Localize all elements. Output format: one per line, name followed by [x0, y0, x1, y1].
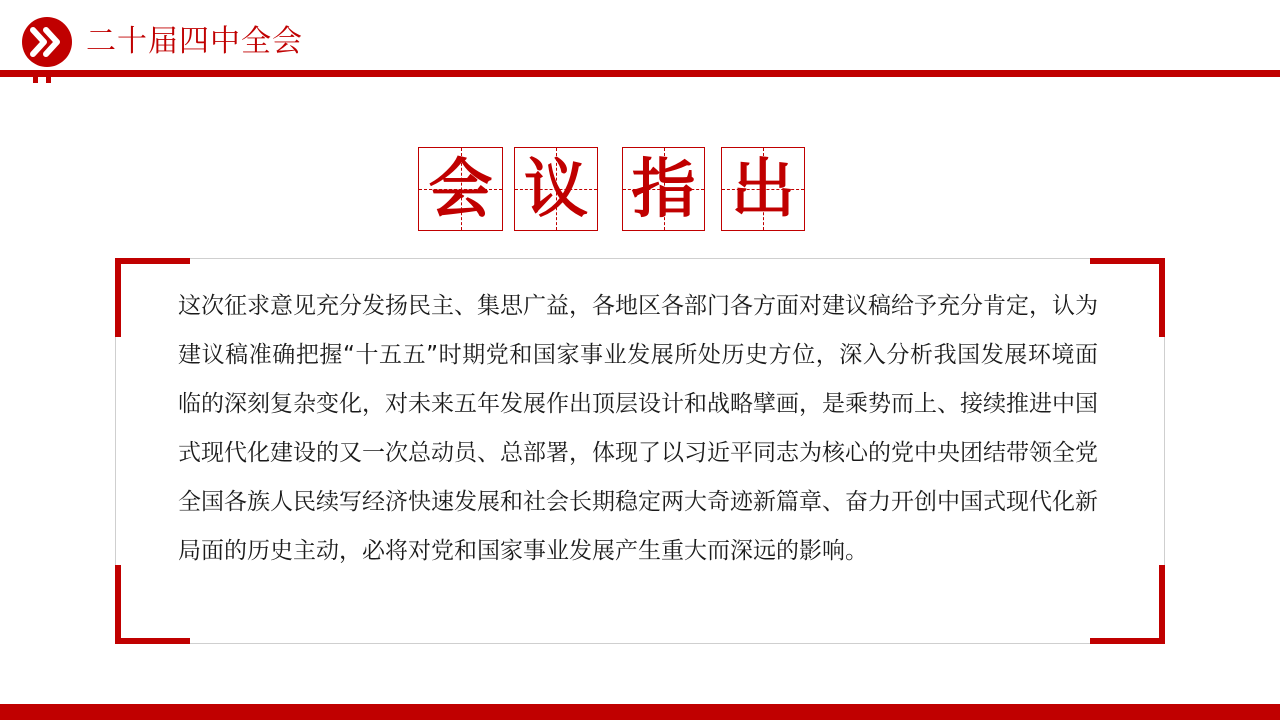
- logo-badge: [22, 17, 72, 67]
- heading-char: 指: [631, 153, 696, 227]
- corner-bracket: [115, 565, 121, 644]
- double-chevron-right-icon: [22, 17, 72, 67]
- corner-bracket: [115, 258, 121, 337]
- heading-char: 议: [524, 153, 588, 227]
- corner-bracket: [1159, 258, 1165, 337]
- heading-char-box: [418, 147, 503, 231]
- corner-bracket: [115, 258, 190, 264]
- corner-bracket: [115, 638, 190, 644]
- corner-bracket: [1090, 638, 1165, 644]
- heading-char-box: [721, 147, 805, 231]
- heading-char: 出: [731, 153, 795, 227]
- header-notch: [33, 77, 38, 83]
- heading-char-box: [622, 147, 705, 231]
- heading-char-box: [514, 147, 598, 231]
- header-notch: [46, 77, 51, 83]
- footer-bar: [0, 704, 1280, 720]
- corner-bracket: [1090, 258, 1165, 264]
- header-title: 二十届四中全会: [86, 24, 303, 59]
- header-divider: [0, 70, 1280, 77]
- body-paragraph: 这次征求意见充分发扬民主、集思广益，各地区各部门各方面对建议稿给予充分肯定，认为建议稿准确把握“十五五”时期党和国家事业发展所处历史方位，深入分析我国发展环境面临的深刻复杂变化，对未来五年发展作出顶层设计和战略擘画，是乘势而上、接续推进中国式现代化建设的又一次总动员、总部署，体现了以习近平同志为核心的党中央团结带领全党全国各族人民续写经济快速发展和社会长期稳定两大奇迹新篇章、奋力开创中国式现代化新局面的历史主动，必将对党和国家事业发展产生重大而深远的影响。: [178, 293, 1098, 564]
- heading-char: 会: [428, 153, 493, 227]
- corner-bracket: [1159, 565, 1165, 644]
